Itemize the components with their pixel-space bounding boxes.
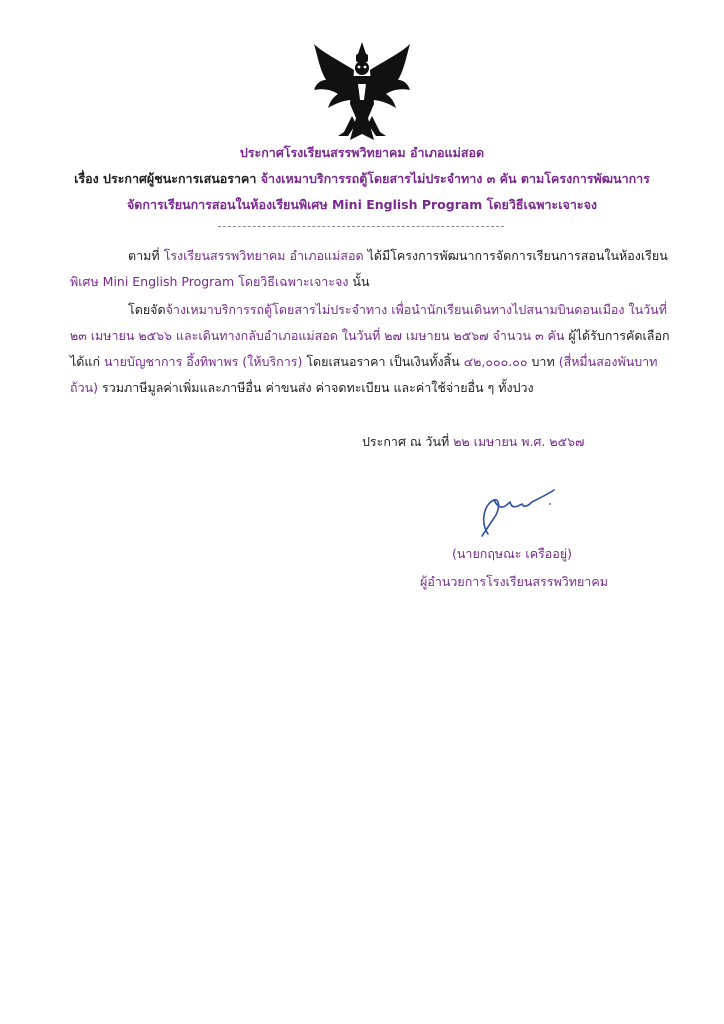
- paragraph-2-line-4: ถ้วน) รวมภาษีมูลค่าเพิ่มและภาษีอื่น ค่าขนส่ง ค่าจดทะเบียน และค่าใช้จ่ายอื่น ๆ ทั้งปวง: [70, 380, 534, 395]
- signature-icon: [470, 482, 560, 542]
- garuda-emblem-icon: [308, 40, 416, 144]
- paragraph-2-line-3: ได้แก่ นายบัญชาการ อึ้งทิพาพร (ให้บริการ) โดยเสนอราคา เป็นเงินทั้งสิ้น ๔๒,๐๐๐.๐๐ บาท (สี่หมื่นสองพันบาท: [70, 354, 658, 369]
- subject-line-2: จัดการเรียนการสอนในห้องเรียนพิเศษ Mini English Program โดยวิธีเฉพาะเจาะจง: [126, 197, 598, 212]
- paragraph-1-line-1: ตามที่ โรงเรียนสรรพวิทยาคม อำเภอแม่สอด ได้มีโครงการพัฒนาการจัดการเรียนการสอนในห้องเรียน: [128, 248, 668, 263]
- paragraph-2-line-2: ๒๓ เมษายน ๒๕๖๖ และเดินทางกลับอำเภอแม่สอด ในวันที่ ๒๗ เมษายน ๒๕๖๗ จำนวน ๓ คัน ผู้ได้รับการคัดเลือก: [70, 328, 670, 343]
- subject-line-1: [0, 171, 724, 187]
- paragraph-1-line-2: พิเศษ Mini English Program โดยวิธีเฉพาะเจาะจง นั้น: [70, 274, 370, 289]
- subject-label: เรื่อง ประกาศผู้ชนะการเสนอราคา: [74, 171, 257, 186]
- signatory-position: ผู้อำนวยการโรงเรียนสรรพวิทยาคม: [420, 574, 608, 589]
- signatory-name: (นายกฤษณะ เครืออยู่): [452, 546, 572, 561]
- dashed-divider: [218, 226, 504, 227]
- announcement-date-value: ๒๒ เมษายน พ.ศ. ๒๕๖๗: [453, 434, 585, 449]
- announcement-title: ประกาศโรงเรียนสรรพวิทยาคม อำเภอแม่สอด: [239, 145, 485, 160]
- paragraph-2-line-1: โดยจัดจ้างเหมาบริการรถตู้โดยสารไม่ประจำทาง เพื่อนำนักเรียนเดินทางไปสนามบินดอนเมือง ในวันที่: [128, 302, 667, 317]
- subject-text-1: จ้างเหมาบริการรถตู้โดยสารไม่ประจำทาง ๓ คัน ตามโครงการพัฒนาการ: [260, 171, 650, 186]
- announcement-date-label: ประกาศ ณ วันที่: [362, 434, 450, 449]
- announcement-date: [362, 434, 584, 450]
